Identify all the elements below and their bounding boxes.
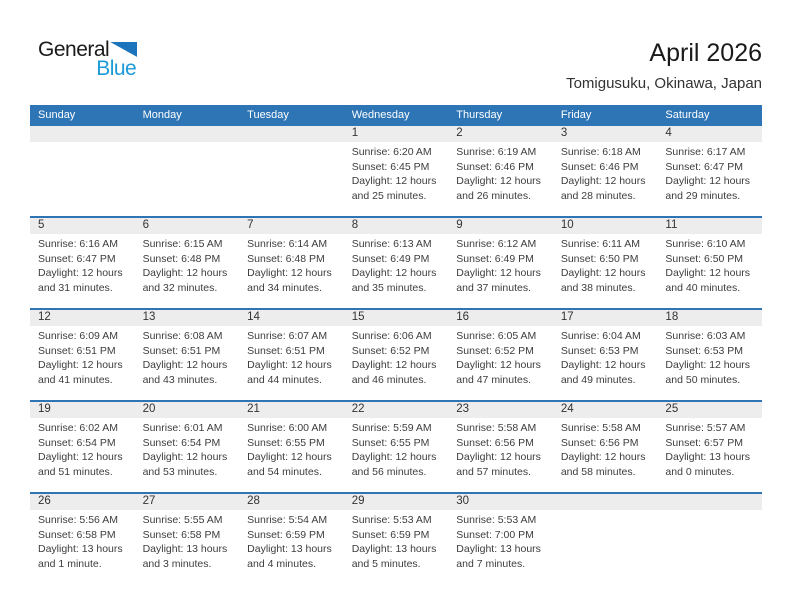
day-details (665, 329, 754, 387)
sunrise-text: Sunrise: 6:17 AM (665, 146, 746, 158)
daylight-text: Daylight: 12 hours and 32 minutes. (142, 267, 228, 294)
day-cell (448, 310, 553, 400)
daylight-text: Daylight: 13 hours and 4 minutes. (247, 543, 332, 570)
weekday-label-monday: Monday (142, 108, 182, 121)
sunset-text: Sunset: 6:46 PM (456, 160, 534, 173)
day-number: 22 (344, 402, 449, 418)
day-cell (553, 402, 658, 492)
sunset-text: Sunset: 6:57 PM (665, 436, 744, 449)
sunset-text: Sunset: 6:51 PM (247, 344, 325, 357)
sunrise-text: Sunrise: 6:08 AM (142, 330, 223, 342)
day-number (657, 494, 762, 510)
day-cell (448, 402, 553, 492)
daylight-text: Daylight: 13 hours and 5 minutes. (351, 543, 437, 570)
day-cell (657, 126, 762, 216)
sunset-text: Sunset: 6:54 PM (142, 436, 221, 449)
daylight-text: Daylight: 12 hours and 31 minutes. (38, 267, 123, 294)
day-cell (344, 310, 449, 400)
day-details (665, 421, 754, 479)
day-cell (344, 402, 449, 492)
sunset-text: Sunset: 6:51 PM (142, 344, 221, 357)
day-cell (344, 494, 449, 584)
sunset-text: Sunset: 6:59 PM (247, 528, 325, 541)
sunrise-text: Sunrise: 6:05 AM (456, 330, 537, 342)
day-details (38, 329, 127, 387)
sunrise-text: Sunrise: 6:14 AM (247, 238, 328, 250)
day-details (352, 513, 441, 571)
sunset-text: Sunset: 6:53 PM (560, 344, 639, 357)
day-details (352, 145, 441, 203)
day-cell (135, 402, 240, 492)
sunset-text: Sunset: 6:52 PM (456, 344, 534, 357)
sunset-text: Sunset: 6:52 PM (351, 344, 430, 357)
day-details (143, 421, 232, 479)
sunrise-text: Sunrise: 6:00 AM (247, 422, 328, 434)
day-number: 12 (30, 310, 135, 326)
day-cell (657, 310, 762, 400)
week-row (30, 216, 762, 308)
sunset-text: Sunset: 6:48 PM (247, 252, 325, 265)
weekday-label-saturday: Saturday (665, 108, 710, 121)
sunset-text: Sunset: 6:50 PM (560, 252, 639, 265)
sunset-text: Sunset: 6:45 PM (351, 160, 430, 173)
sunrise-text: Sunrise: 6:15 AM (142, 238, 223, 250)
day-number: 6 (135, 218, 240, 234)
daylight-text: Daylight: 12 hours and 41 minutes. (38, 359, 123, 386)
logo-blue-text: Blue (96, 57, 137, 80)
day-details (352, 421, 441, 479)
sunset-text: Sunset: 6:54 PM (38, 436, 116, 449)
sunrise-text: Sunrise: 5:58 AM (560, 422, 641, 434)
day-number: 25 (657, 402, 762, 418)
day-number: 9 (448, 218, 553, 234)
daylight-text: Daylight: 12 hours and 49 minutes. (560, 359, 646, 386)
daylight-text: Daylight: 12 hours and 35 minutes. (351, 267, 437, 294)
daylight-text: Daylight: 13 hours and 3 minutes. (142, 543, 228, 570)
day-number: 21 (239, 402, 344, 418)
day-details (143, 329, 232, 387)
sunrise-text: Sunrise: 6:09 AM (38, 330, 118, 342)
weekday-label-wednesday: Wednesday (351, 108, 410, 121)
sunset-text: Sunset: 6:50 PM (665, 252, 744, 265)
day-number: 3 (553, 126, 658, 142)
day-number: 17 (553, 310, 658, 326)
empty-day-cell (239, 126, 344, 216)
day-number: 13 (135, 310, 240, 326)
sunrise-text: Sunrise: 6:06 AM (351, 330, 432, 342)
page-title: April 2026 (649, 39, 762, 67)
logo-triangle-icon (110, 42, 137, 57)
empty-day-cell (657, 494, 762, 584)
daylight-text: Daylight: 12 hours and 43 minutes. (142, 359, 228, 386)
daylight-text: Daylight: 13 hours and 7 minutes. (456, 543, 541, 570)
sunset-text: Sunset: 6:59 PM (351, 528, 430, 541)
empty-day-cell (30, 126, 135, 216)
day-details (38, 513, 127, 571)
empty-day-cell (135, 126, 240, 216)
day-details (352, 329, 441, 387)
day-number (30, 126, 135, 142)
sunset-text: Sunset: 6:55 PM (351, 436, 430, 449)
day-details (247, 329, 336, 387)
sunset-text: Sunset: 6:56 PM (560, 436, 639, 449)
sunset-text: Sunset: 6:56 PM (456, 436, 534, 449)
day-number: 23 (448, 402, 553, 418)
empty-day-cell (553, 494, 658, 584)
day-details (561, 145, 650, 203)
day-number: 7 (239, 218, 344, 234)
day-cell (239, 402, 344, 492)
sunrise-text: Sunrise: 5:53 AM (456, 514, 537, 526)
day-cell (239, 218, 344, 308)
sunset-text: Sunset: 6:48 PM (142, 252, 221, 265)
daylight-text: Daylight: 12 hours and 51 minutes. (38, 451, 123, 478)
weekday-label-sunday: Sunday (38, 108, 76, 121)
day-details (665, 237, 754, 295)
day-number: 24 (553, 402, 658, 418)
day-details (665, 145, 754, 203)
sunrise-text: Sunrise: 6:10 AM (665, 238, 746, 250)
sunrise-text: Sunrise: 6:11 AM (560, 238, 641, 250)
day-cell (553, 126, 658, 216)
sunrise-text: Sunrise: 6:20 AM (351, 146, 432, 158)
day-number (239, 126, 344, 142)
day-number: 15 (344, 310, 449, 326)
day-cell (30, 494, 135, 584)
daylight-text: Daylight: 13 hours and 1 minute. (38, 543, 123, 570)
logo-general-text: General (38, 38, 110, 61)
day-number: 5 (30, 218, 135, 234)
sunset-text: Sunset: 6:55 PM (247, 436, 325, 449)
sunset-text: Sunset: 6:53 PM (665, 344, 744, 357)
day-details (38, 421, 127, 479)
week-row (30, 124, 762, 216)
day-details (456, 237, 545, 295)
day-cell (30, 218, 135, 308)
day-details (456, 421, 545, 479)
sunrise-text: Sunrise: 5:57 AM (665, 422, 746, 434)
day-cell (657, 402, 762, 492)
day-number: 19 (30, 402, 135, 418)
general-blue-logo (38, 40, 137, 78)
day-number: 30 (448, 494, 553, 510)
day-number: 10 (553, 218, 658, 234)
day-cell (657, 218, 762, 308)
day-number: 2 (448, 126, 553, 142)
daylight-text: Daylight: 12 hours and 53 minutes. (142, 451, 228, 478)
day-details (456, 145, 545, 203)
day-number: 11 (657, 218, 762, 234)
sunrise-text: Sunrise: 5:53 AM (351, 514, 432, 526)
day-cell (30, 310, 135, 400)
page-subtitle: Tomigusuku, Okinawa, Japan (566, 75, 762, 92)
day-cell (30, 402, 135, 492)
sunrise-text: Sunrise: 5:54 AM (247, 514, 328, 526)
weekday-label-thursday: Thursday (456, 108, 503, 121)
daylight-text: Daylight: 12 hours and 56 minutes. (351, 451, 437, 478)
week-row (30, 492, 762, 584)
daylight-text: Daylight: 12 hours and 50 minutes. (665, 359, 751, 386)
daylight-text: Daylight: 13 hours and 0 minutes. (665, 451, 751, 478)
sunset-text: Sunset: 6:47 PM (38, 252, 116, 265)
weekday-label-tuesday: Tuesday (247, 108, 289, 121)
day-cell (239, 310, 344, 400)
daylight-text: Daylight: 12 hours and 25 minutes. (351, 175, 437, 202)
day-number: 14 (239, 310, 344, 326)
day-details (561, 421, 650, 479)
day-number: 20 (135, 402, 240, 418)
day-cell (135, 310, 240, 400)
sunrise-text: Sunrise: 6:01 AM (142, 422, 223, 434)
day-number: 27 (135, 494, 240, 510)
day-details (247, 237, 336, 295)
sunrise-text: Sunrise: 6:18 AM (560, 146, 641, 158)
sunrise-text: Sunrise: 6:16 AM (38, 238, 118, 250)
day-number: 28 (239, 494, 344, 510)
sunrise-text: Sunrise: 5:59 AM (351, 422, 432, 434)
daylight-text: Daylight: 12 hours and 34 minutes. (247, 267, 332, 294)
sunrise-text: Sunrise: 5:55 AM (142, 514, 223, 526)
day-details (352, 237, 441, 295)
day-cell (135, 218, 240, 308)
calendar-weeks (30, 124, 762, 584)
day-number: 8 (344, 218, 449, 234)
day-details (143, 237, 232, 295)
day-cell (553, 310, 658, 400)
day-details (247, 513, 336, 571)
sunrise-text: Sunrise: 6:04 AM (560, 330, 641, 342)
daylight-text: Daylight: 12 hours and 46 minutes. (351, 359, 437, 386)
daylight-text: Daylight: 12 hours and 47 minutes. (456, 359, 541, 386)
daylight-text: Daylight: 12 hours and 37 minutes. (456, 267, 541, 294)
day-details (247, 421, 336, 479)
day-details (456, 329, 545, 387)
weekday-header-row (30, 105, 762, 124)
sunrise-text: Sunrise: 5:56 AM (38, 514, 118, 526)
day-cell (344, 218, 449, 308)
week-row (30, 400, 762, 492)
daylight-text: Daylight: 12 hours and 38 minutes. (560, 267, 646, 294)
day-cell (448, 218, 553, 308)
daylight-text: Daylight: 12 hours and 57 minutes. (456, 451, 541, 478)
day-number: 29 (344, 494, 449, 510)
sunrise-text: Sunrise: 6:12 AM (456, 238, 537, 250)
day-cell (135, 494, 240, 584)
day-number (553, 494, 658, 510)
weekday-label-friday: Friday (560, 108, 592, 121)
daylight-text: Daylight: 12 hours and 40 minutes. (665, 267, 751, 294)
daylight-text: Daylight: 12 hours and 54 minutes. (247, 451, 332, 478)
day-number: 16 (448, 310, 553, 326)
day-number: 26 (30, 494, 135, 510)
sunset-text: Sunset: 6:58 PM (38, 528, 116, 541)
sunset-text: Sunset: 6:49 PM (456, 252, 534, 265)
daylight-text: Daylight: 12 hours and 28 minutes. (560, 175, 646, 202)
day-number: 4 (657, 126, 762, 142)
day-details (143, 513, 232, 571)
daylight-text: Daylight: 12 hours and 58 minutes. (560, 451, 646, 478)
sunset-text: Sunset: 6:47 PM (665, 160, 744, 173)
sunrise-text: Sunrise: 6:03 AM (665, 330, 746, 342)
day-cell (344, 126, 449, 216)
day-cell (553, 218, 658, 308)
daylight-text: Daylight: 12 hours and 44 minutes. (247, 359, 332, 386)
sunset-text: Sunset: 6:58 PM (142, 528, 221, 541)
sunrise-text: Sunrise: 6:02 AM (38, 422, 118, 434)
calendar-grid (30, 105, 762, 584)
day-details (456, 513, 545, 571)
day-number: 18 (657, 310, 762, 326)
sunrise-text: Sunrise: 6:07 AM (247, 330, 328, 342)
daylight-text: Daylight: 12 hours and 29 minutes. (665, 175, 751, 202)
daylight-text: Daylight: 12 hours and 26 minutes. (456, 175, 541, 202)
sunrise-text: Sunrise: 6:19 AM (456, 146, 537, 158)
sunrise-text: Sunrise: 5:58 AM (456, 422, 537, 434)
sunset-text: Sunset: 6:46 PM (560, 160, 639, 173)
week-row (30, 308, 762, 400)
day-details (561, 237, 650, 295)
day-cell (448, 494, 553, 584)
sunset-text: Sunset: 7:00 PM (456, 528, 534, 541)
sunset-text: Sunset: 6:49 PM (351, 252, 430, 265)
day-details (38, 237, 127, 295)
day-number (135, 126, 240, 142)
day-cell (448, 126, 553, 216)
day-number: 1 (344, 126, 449, 142)
day-cell (239, 494, 344, 584)
sunset-text: Sunset: 6:51 PM (38, 344, 116, 357)
day-details (561, 329, 650, 387)
sunrise-text: Sunrise: 6:13 AM (351, 238, 432, 250)
